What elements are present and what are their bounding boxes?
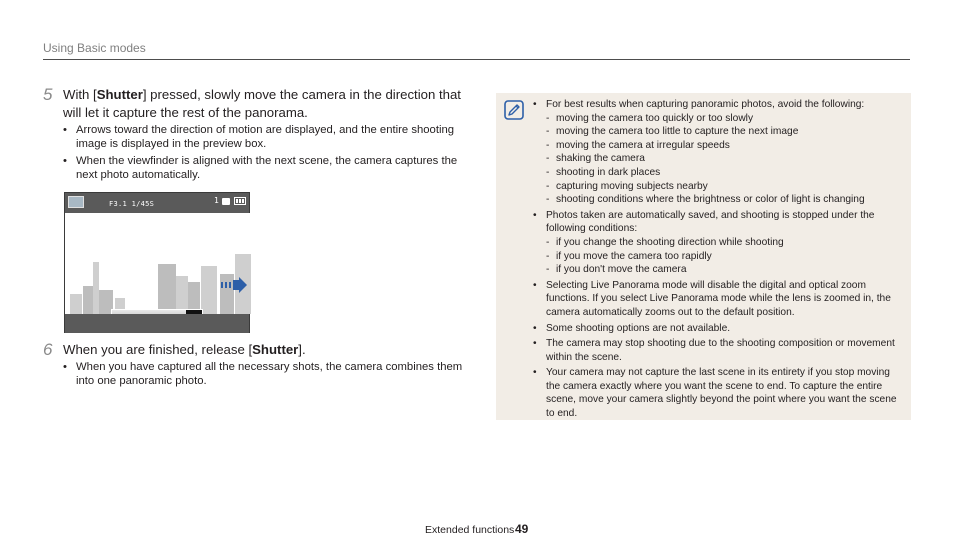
note-sub-item: - moving the camera at irregular speeds (546, 139, 903, 153)
step-5-bullets (63, 123, 463, 185)
exposure-readout: F3.1 1/45S (109, 200, 155, 208)
building (70, 294, 82, 314)
bullet-item: • Arrows toward the direction of motion are displayed, and the entire shooting image is displayed in the preview box. (63, 123, 463, 151)
bullet-item: • When the viewfinder is aligned with the next scene, the camera captures the next photo automatically. (63, 154, 463, 182)
note-item: • The camera may stop shooting due to the shooting composition or movement within the scene. (533, 337, 903, 364)
battery-icon (234, 197, 246, 205)
header-divider (43, 59, 910, 60)
camera-preview-screen (64, 192, 250, 333)
note-pencil-icon (504, 100, 524, 120)
note-sub-item: - moving the camera too little to capture the next image (546, 125, 903, 139)
step-number: 5 (43, 85, 53, 104)
note-item (533, 209, 903, 277)
building (201, 266, 217, 314)
step-text-part: With [ (63, 87, 97, 102)
building (83, 286, 93, 314)
note-sub-item: - shooting in dark places (546, 166, 903, 180)
mode-thumbnail-icon (68, 196, 84, 208)
step-text-part: ]. (298, 342, 306, 357)
note-item-text: For best results when capturing panoramic photos, avoid the following: (546, 99, 865, 110)
note-item: • Selecting Live Panorama mode will disable the digital and optical zoom functions. If you select Live Panorama mode while the lens is zoomed in, the camera automatically zooms out to the default position. (533, 279, 903, 320)
note-item: • Some shooting options are not available. (533, 322, 903, 336)
shutter-keyword: Shutter (252, 342, 299, 357)
step-6-bullets (63, 360, 463, 391)
city-skyline-scene (65, 213, 251, 314)
footer-section-label: Extended functions (425, 524, 515, 536)
memory-card-icon (222, 198, 230, 205)
note-sub-item: - if you change the shooting direction while shooting (546, 236, 903, 250)
note-sub-list (546, 236, 903, 277)
preview-bottom-bar (65, 314, 249, 333)
step-instruction (63, 341, 463, 359)
step-text-part: When you are finished, release [ (63, 342, 253, 357)
shot-count: 1 (214, 196, 219, 205)
building (158, 264, 176, 314)
note-sub-item: - capturing moving subjects nearby (546, 180, 903, 194)
step-text-part: ] pressed, slowly move the camera in the direction that will let it capture the rest of the panorama. (63, 87, 461, 120)
note-sub-item: - if you move the camera too rapidly (546, 250, 903, 264)
note-list (533, 98, 903, 423)
preview-status-bar (65, 193, 249, 213)
shutter-keyword: Shutter (96, 87, 143, 102)
note-sub-item: - if you don't move the camera (546, 263, 903, 277)
note-sub-item: - shooting conditions where the brightness or color of light is changing (546, 193, 903, 207)
note-item: • Your camera may not capture the last scene in its entirety if you stop moving the camera exactly where you want the scene to end. To capture the entire scene, move your camera slightly beyond the point where you want the scene to end. (533, 366, 903, 420)
section-header: Using Basic modes (43, 41, 146, 55)
note-item-text: Photos taken are automatically saved, and shooting is stopped under the following conditions: (546, 209, 875, 235)
note-sub-item: - shaking the camera (546, 152, 903, 166)
note-sub-item: - moving the camera too quickly or too slowly (546, 112, 903, 126)
step-number: 6 (43, 340, 53, 359)
note-box (496, 93, 911, 420)
page-number: 49 (515, 522, 529, 536)
note-sub-list (546, 112, 903, 207)
bullet-item: • When you have captured all the necessary shots, the camera combines them into one panoramic photo. (63, 360, 463, 388)
note-item (533, 98, 903, 207)
step-instruction (63, 86, 463, 122)
motion-direction-arrow-icon (221, 277, 247, 298)
